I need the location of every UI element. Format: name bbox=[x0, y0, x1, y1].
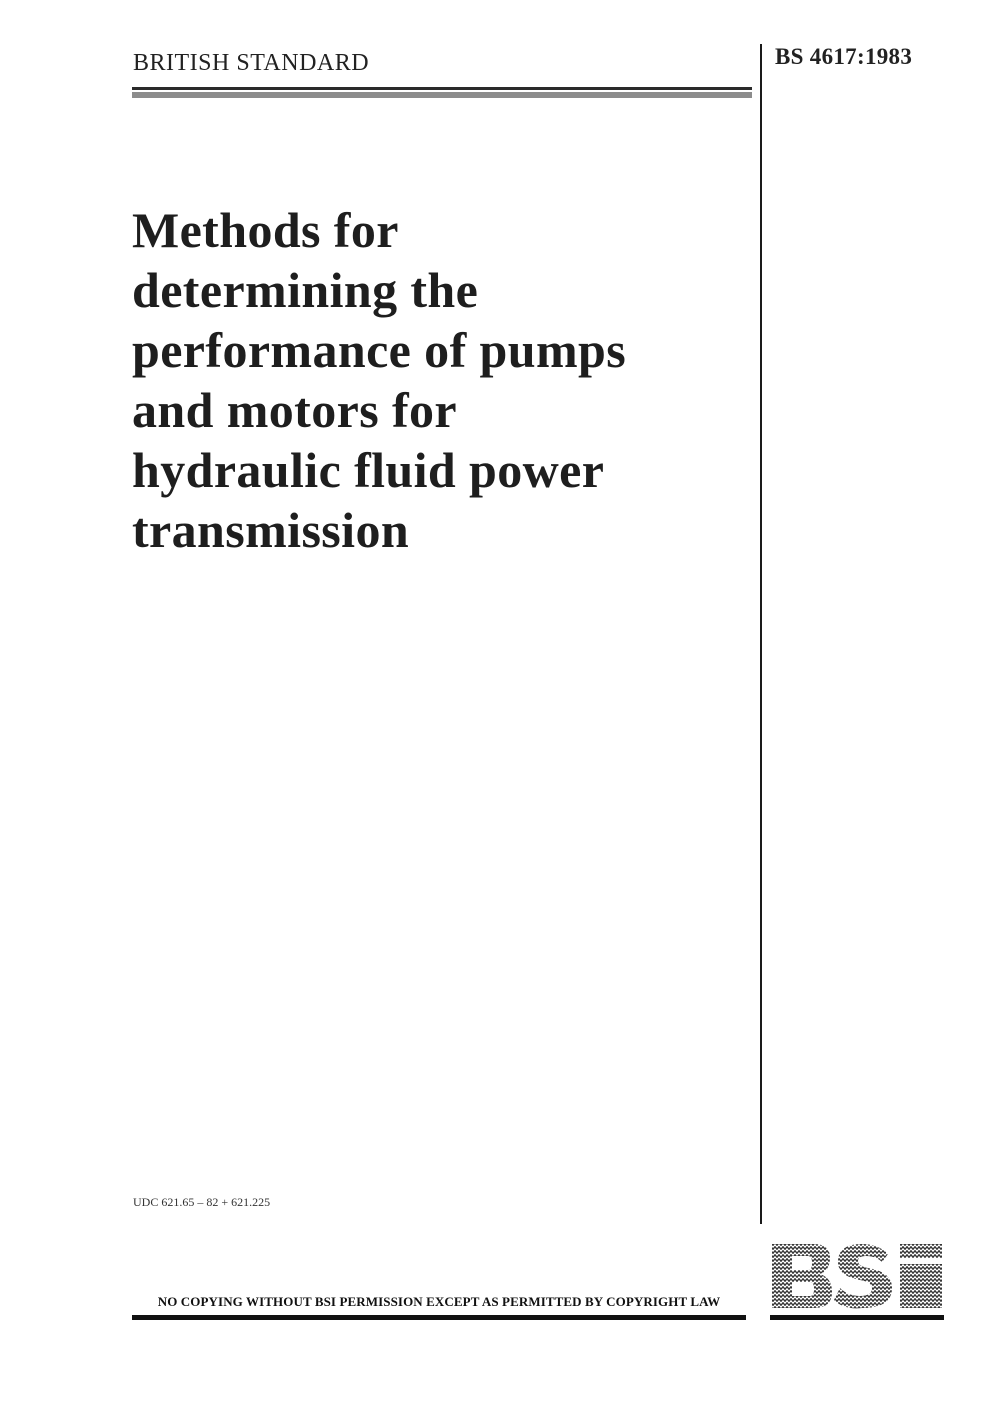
title-line: and motors for bbox=[132, 382, 458, 438]
series-label: BRITISH STANDARD bbox=[133, 50, 370, 76]
footer-rule-left bbox=[132, 1315, 746, 1320]
title-line: performance of pumps bbox=[132, 322, 627, 378]
title-line: determining the bbox=[132, 262, 479, 318]
header-rule-thin bbox=[132, 87, 752, 90]
title-line: Methods for bbox=[132, 202, 399, 258]
udc-code: UDC 621.65 – 82 + 621.225 bbox=[133, 1195, 271, 1209]
copyright-notice: NO COPYING WITHOUT BSI PERMISSION EXCEPT AS PERMITTED BY COPYRIGHT LAW bbox=[157, 1294, 721, 1309]
header-rule-thick bbox=[132, 92, 752, 98]
footer-rule-right bbox=[770, 1315, 944, 1320]
title-line: hydraulic fluid power bbox=[132, 442, 605, 498]
title-line: transmission bbox=[132, 502, 410, 558]
vertical-divider bbox=[760, 44, 762, 1224]
standard-number: BS 4617:1983 bbox=[775, 44, 913, 69]
bsi-logo bbox=[770, 1242, 946, 1310]
main-title bbox=[132, 200, 732, 560]
